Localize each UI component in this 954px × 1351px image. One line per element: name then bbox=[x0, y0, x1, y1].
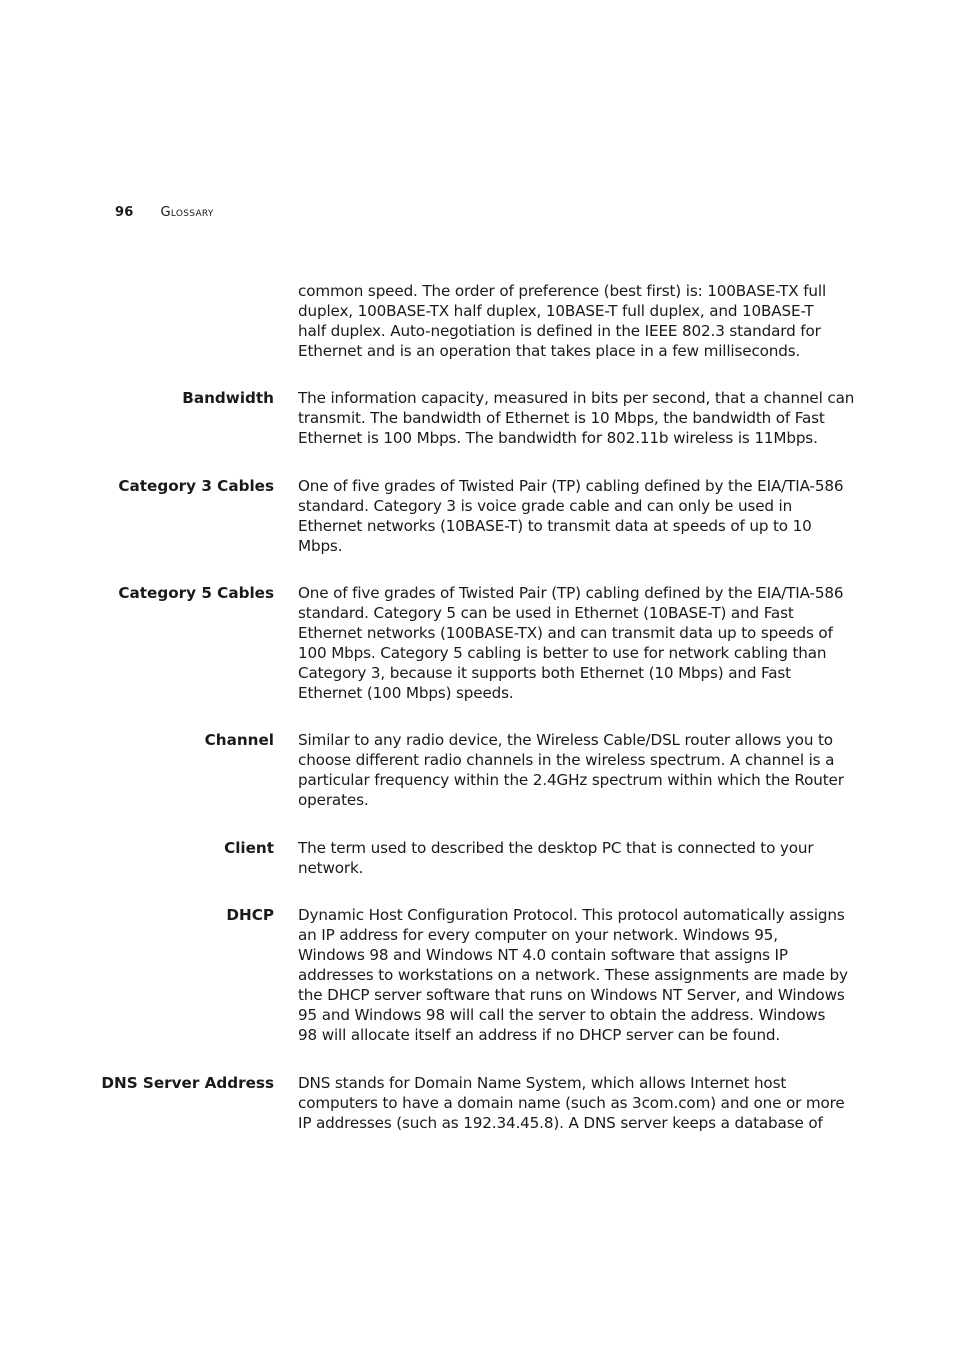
glossary-entry-category-3-cables bbox=[0, 476, 954, 556]
definition-line: addresses to workstations on a network. These assignments are made by bbox=[298, 966, 848, 984]
definition-line: transmit. The bandwidth of Ethernet is 10 Mbps, the bandwidth of Fast bbox=[298, 409, 825, 427]
definition-line: 95 and Windows 98 will call the server to obtain the address. Windows bbox=[298, 1006, 826, 1024]
glossary-content bbox=[0, 281, 954, 1133]
definition-line: Ethernet is 100 Mbps. The bandwidth for 802.11b wireless is 11Mbps. bbox=[298, 429, 818, 447]
definition-line: The term used to described the desktop PC that is connected to your bbox=[298, 839, 814, 857]
term: Bandwidth bbox=[182, 389, 274, 407]
definition-line: half duplex. Auto-negotiation is defined in the IEEE 802.3 standard for bbox=[298, 322, 821, 340]
glossary-entry-category-5-cables bbox=[0, 583, 954, 703]
definition-line: standard. Category 5 can be used in Ethernet (10BASE-T) and Fast bbox=[298, 604, 794, 622]
definition-line: duplex, 100BASE-TX half duplex, 10BASE-T full duplex, and 10BASE-T bbox=[298, 302, 814, 320]
glossary-entry-client bbox=[0, 838, 954, 878]
definition bbox=[298, 730, 844, 810]
term: Client bbox=[224, 839, 274, 857]
definition bbox=[298, 281, 826, 361]
section-title: Glossary bbox=[160, 205, 214, 220]
definition bbox=[298, 905, 848, 1045]
definition bbox=[298, 388, 855, 448]
definition-line: Dynamic Host Configuration Protocol. This protocol automatically assigns bbox=[298, 906, 845, 924]
definition bbox=[298, 1073, 845, 1133]
page-header bbox=[115, 205, 214, 225]
term: Category 5 Cables bbox=[118, 584, 274, 602]
definition-line: operates. bbox=[298, 791, 369, 809]
term: DNS Server Address bbox=[101, 1074, 274, 1092]
term: DHCP bbox=[226, 906, 274, 924]
definition-line: One of five grades of Twisted Pair (TP) cabling defined by the EIA/TIA-586 bbox=[298, 584, 844, 602]
definition bbox=[298, 583, 844, 703]
definition-line: particular frequency within the 2.4GHz spectrum within which the Router bbox=[298, 771, 844, 789]
definition-line: the DHCP server software that runs on Windows NT Server, and Windows bbox=[298, 986, 845, 1004]
glossary-entry-continued bbox=[0, 281, 954, 361]
definition-line: 98 will allocate itself an address if no DHCP server can be found. bbox=[298, 1026, 781, 1044]
definition-line: One of five grades of Twisted Pair (TP) cabling defined by the EIA/TIA-586 bbox=[298, 477, 844, 495]
definition-line: Ethernet (100 Mbps) speeds. bbox=[298, 684, 514, 702]
definition bbox=[298, 838, 826, 878]
glossary-entry-channel bbox=[0, 730, 954, 810]
definition-line: computers to have a domain name (such as 3com.com) and one or more bbox=[298, 1094, 845, 1112]
definition-line: Ethernet networks (10BASE-T) to transmit data at speeds of up to 10 bbox=[298, 517, 812, 535]
definition-line: Ethernet networks (100BASE-TX) and can transmit data up to speeds of bbox=[298, 624, 833, 642]
glossary-entry-dns-server-address bbox=[0, 1073, 954, 1133]
definition-line: choose different radio channels in the wireless spectrum. A channel is a bbox=[298, 751, 835, 769]
definition-line: Category 3, because it supports both Ethernet (10 Mbps) and Fast bbox=[298, 664, 791, 682]
definition-line: network. bbox=[298, 859, 364, 877]
definition-line: IP addresses (such as 192.34.45.8). A DNS server keeps a database of bbox=[298, 1114, 823, 1132]
definition-line: Ethernet and is an operation that takes place in a few milliseconds. bbox=[298, 342, 801, 360]
definition-line: Similar to any radio device, the Wireless Cable/DSL router allows you to bbox=[298, 731, 833, 749]
glossary-entry-dhcp bbox=[0, 905, 954, 1045]
glossary-entry-bandwidth bbox=[0, 388, 954, 448]
term: Channel bbox=[204, 731, 274, 749]
definition-line: The information capacity, measured in bits per second, that a channel can bbox=[298, 389, 855, 407]
definition-line: Windows 98 and Windows NT 4.0 contain software that assigns IP bbox=[298, 946, 788, 964]
definition-line: standard. Category 3 is voice grade cable and can only be used in bbox=[298, 497, 793, 515]
definition bbox=[298, 476, 844, 556]
definition-line: Mbps. bbox=[298, 537, 343, 555]
definition-line: DNS stands for Domain Name System, which allows Internet host bbox=[298, 1074, 787, 1092]
definition-line: 100 Mbps. Category 5 cabling is better to use for network cabling than bbox=[298, 644, 827, 662]
definition-line: an IP address for every computer on your network. Windows 95, bbox=[298, 926, 778, 944]
term: Category 3 Cables bbox=[118, 477, 274, 495]
page-number: 96 bbox=[115, 205, 134, 220]
definition-line: common speed. The order of preference (best first) is: 100BASE-TX full bbox=[298, 282, 827, 300]
